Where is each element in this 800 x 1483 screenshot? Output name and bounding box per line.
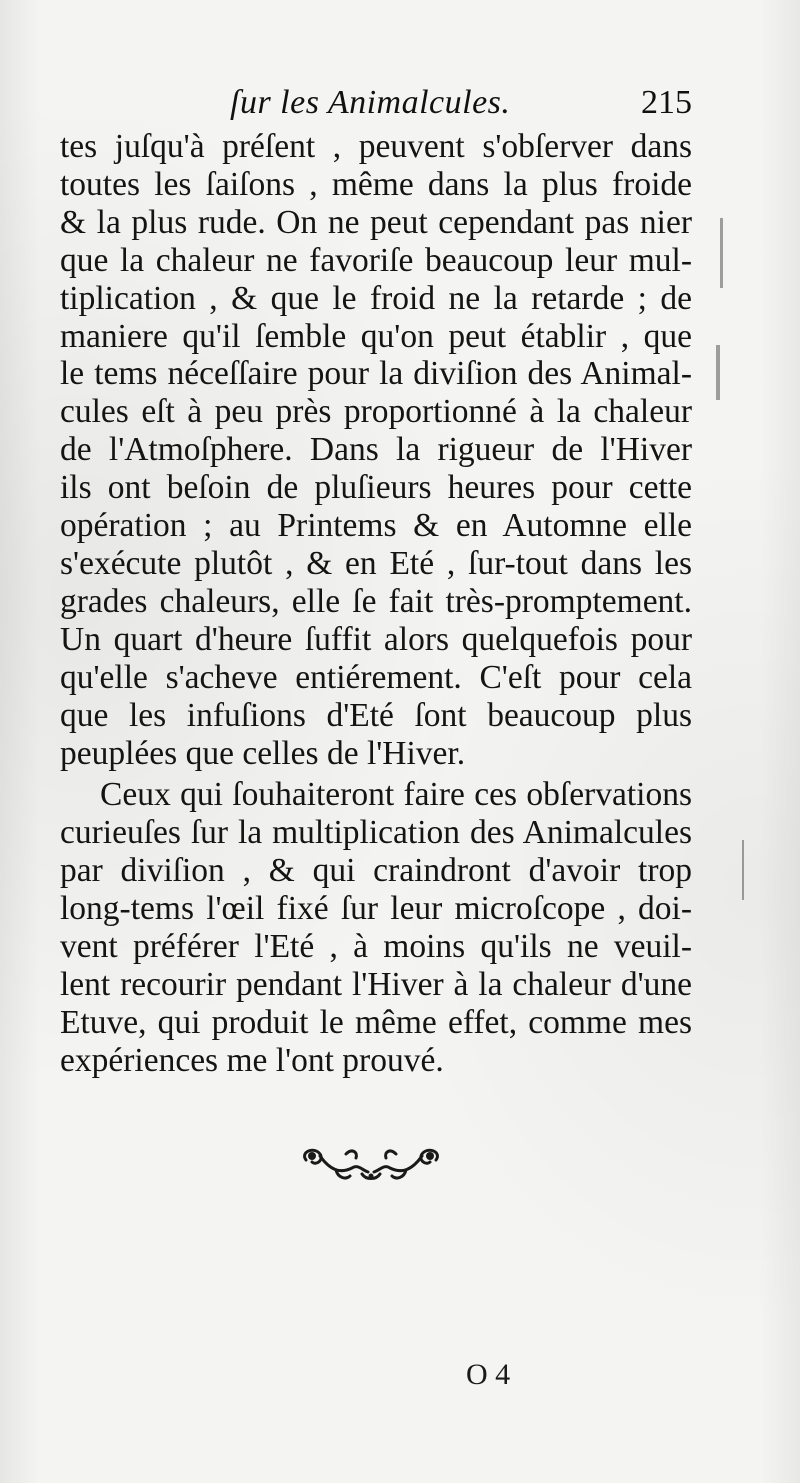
- text-line: vent préférer l'Eté , à moins qu'ils ne veuil-: [60, 928, 692, 966]
- page-number: 215: [641, 84, 692, 121]
- paragraph-1: [60, 128, 692, 772]
- text-line: Ceux qui ſouhaiteront faire ces obſervations: [100, 776, 692, 814]
- margin-speck: [716, 345, 720, 400]
- text-line: s'exécute plutôt , & en Eté , ſur-tout dans les: [60, 544, 692, 582]
- scroll-ornament-icon: [296, 1140, 446, 1190]
- page-header: [60, 78, 692, 128]
- body-text: [60, 128, 692, 1080]
- text-line: ils ont beſoin de pluſieurs heures pour cette: [60, 469, 692, 507]
- text-line: Etuve, qui produit le même effet, comme mes: [60, 1003, 692, 1041]
- text-line: cules eſt à peu près proportionné à la chaleur: [60, 393, 692, 431]
- text-line: opération ; au Printems & en Automne elle: [60, 507, 692, 545]
- running-title: ſur les Animalcules.: [230, 84, 511, 121]
- signature-mark: O 4: [466, 1358, 511, 1391]
- text-line: long-tems l'œil fixé ſur leur microſcope , doi-: [60, 890, 692, 928]
- text-line: lent recourir pendant l'Hiver à la chaleur d'une: [60, 965, 692, 1003]
- margin-speck: [720, 218, 723, 288]
- text-line: tes juſqu'à préſent , peuvent s'obſerver dans: [60, 128, 692, 165]
- text-line: expériences me l'ont prouvé.: [60, 1041, 444, 1079]
- text-line: que la chaleur ne favoriſe beaucoup leur mul-: [60, 241, 692, 279]
- text-line: maniere qu'il ſemble qu'on peut établir , que: [60, 317, 692, 355]
- paragraph-2: [60, 776, 692, 1079]
- text-line: grades chaleurs, elle ſe fait très-promptement.: [60, 582, 692, 620]
- text-line: le tems néceſſaire pour la diviſion des Animal-: [60, 355, 692, 393]
- text-line: toutes les ſaiſons , même dans la plus froide: [60, 165, 692, 203]
- text-line: que les infuſions d'Eté ſont beaucoup plus: [60, 696, 692, 734]
- text-line: & la plus rude. On ne peut cependant pas nier: [60, 203, 692, 241]
- text-line: peuplées que celles de l'Hiver.: [60, 734, 466, 772]
- text-line: tiplication , & que le froid ne la retarde ; de: [60, 279, 692, 317]
- margin-speck: [742, 840, 744, 900]
- text-line: qu'elle s'acheve entiérement. C'eſt pour cela: [60, 658, 692, 696]
- text-line: Un quart d'heure ſuffit alors quelquefois pour: [60, 620, 692, 658]
- text-line: curieuſes ſur la multiplication des Animalcules: [60, 814, 692, 852]
- text-line: de l'Atmoſphere. Dans la rigueur de l'Hiver: [60, 431, 692, 469]
- text-line: par diviſion , & qui craindront d'avoir trop: [60, 852, 692, 890]
